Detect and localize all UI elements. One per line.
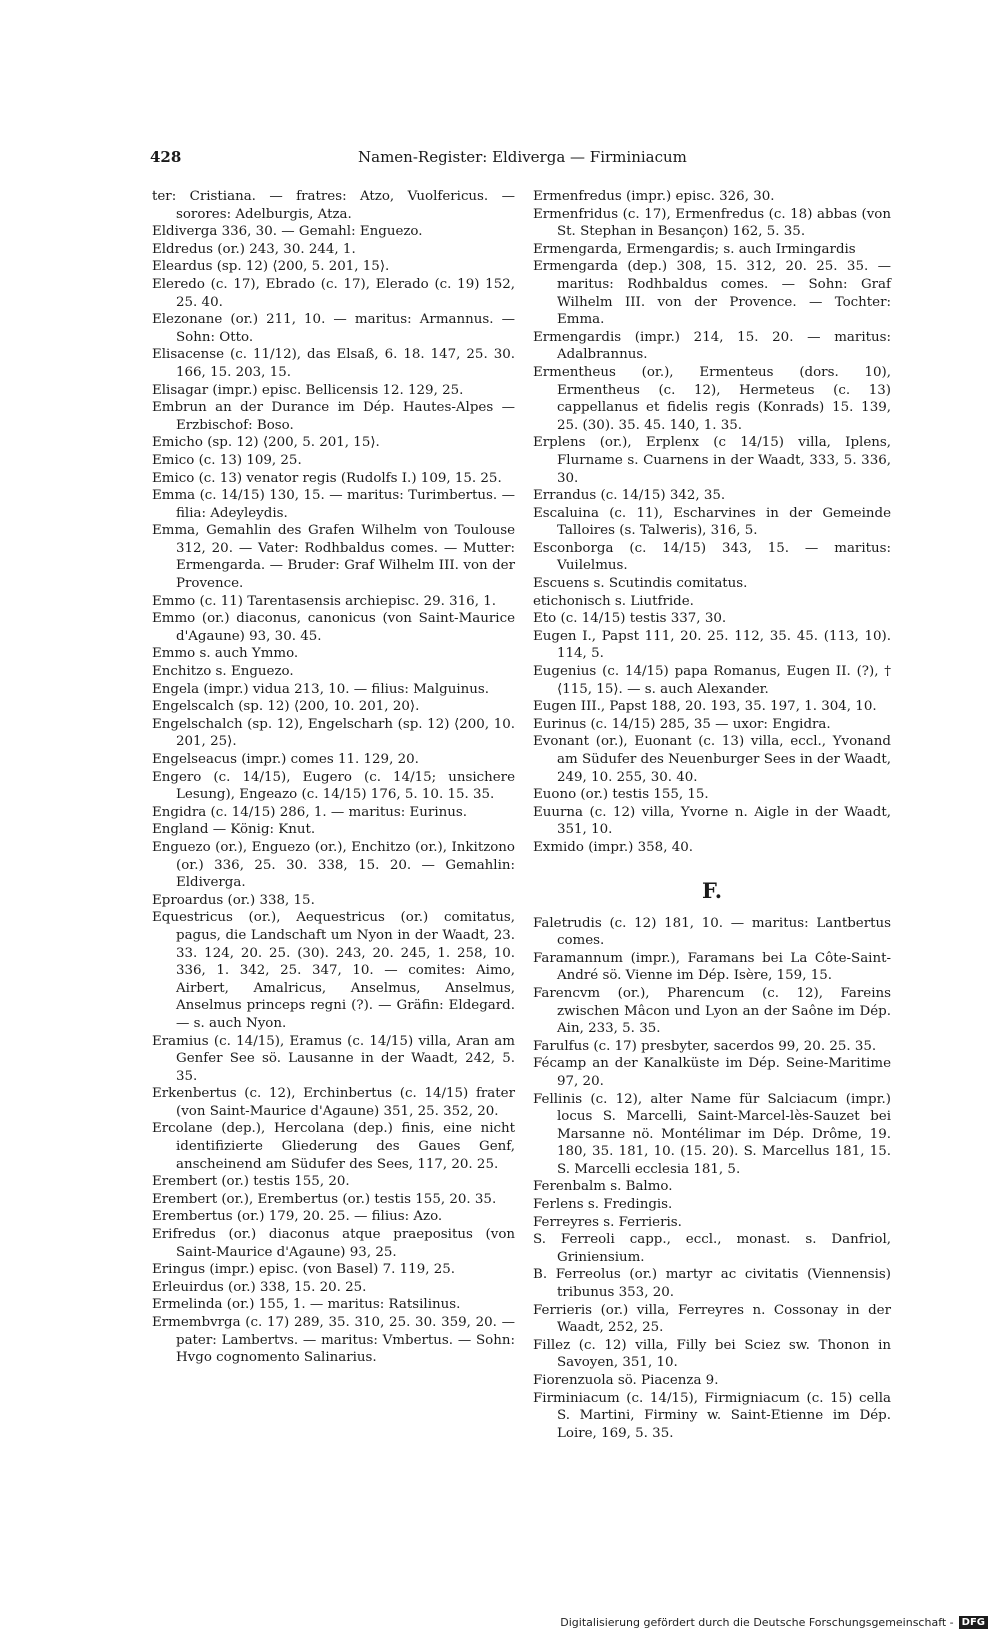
index-entry: Embrun an der Durance im Dép. Hautes-Alpes — Erzbischof: Boso. [152, 400, 515, 433]
index-entry: Equestricus (or.), Aequestricus (or.) comitatus, pagus, die Landschaft um Nyon in der Waadt, 23. 33. 124, 20. 25. (30). 243, 20. 245, 1. 258, 10. 336, 1. 342, 25. 347, 10. — comites: Aimo, Airbert, Amalricus, Anselmus, Anselmus, Anselmus princeps regni (?). — Gräfin: Eldegard. — s. auch Nyon. [152, 910, 515, 1031]
index-entry: Ermenfredus (impr.) episc. 326, 30. [533, 189, 775, 204]
index-entry: Ermembvrga (c. 17) 289, 35. 310, 25. 30. 359, 20. — pater: Lambertvs. — maritus: Vmbertus. — Sohn: Hvgo cognomento Salinarius. [152, 1315, 515, 1366]
index-entry: Emico (c. 13) venator regis (Rudolfs I.) 109, 15. 25. [152, 470, 502, 486]
index-entry: Eurinus (c. 14/15) 285, 35 — uxor: Engidra. [533, 716, 831, 732]
index-entry: Engela (impr.) vidua 213, 10. — filius: Malguinus. [152, 681, 490, 697]
running-title: Namen-Register: Eldiverga — Firminiacum [358, 148, 687, 166]
index-entry: Engelseacus (impr.) comes 11. 129, 20. [152, 752, 419, 767]
index-entry: Engelscalch (sp. 12) ⟨200, 10. 201, 20⟩. [152, 699, 420, 715]
index-entry: Evonant (or.), Euonant (c. 13) villa, eccl., Yvonand am Südufer des Neuenburger Sees in der Waadt, 249, 10. 255, 30. 40. [533, 734, 891, 785]
index-entry: Engelschalch (sp. 12), Engelscharh (sp. 12) ⟨200, 10. 201, 25⟩. [152, 716, 515, 750]
index-entry: Erleuirdus (or.) 338, 15. 20. 25. [152, 1279, 367, 1295]
index-entry: Ferlens s. Fredingis. [533, 1197, 673, 1213]
index-entry: Euurna (c. 12) villa, Yvorne n. Aigle in der Waadt, 351, 10. [533, 804, 891, 838]
right-column-e-entries [533, 188, 891, 857]
index-entry: Ferrieris (or.) villa, Ferreyres n. Cossonay in der Waadt, 252, 25. [533, 1302, 891, 1336]
index-entry: Emmo (or.) diaconus, canonicus (von Saint-Maurice d'Agaune) 93, 30. 45. [152, 611, 515, 644]
index-entry: Eugen I., Papst 111, 20. 25. 112, 35. 45. (113, 10). 114, 5. [533, 628, 891, 662]
left-column [152, 188, 515, 1367]
index-entry: Erifredus (or.) diaconus atque praepositus (von Saint-Maurice d'Agaune) 93, 25. [152, 1227, 515, 1260]
page-number: 428 [150, 148, 182, 166]
index-entry: Emmo (c. 11) Tarentasensis archiepisc. 29. 316, 1. [152, 593, 496, 609]
section-letter-f: F. [701, 877, 723, 903]
index-entry: Enchitzo s. Enguezo. [152, 664, 294, 680]
index-entry: Farulfus (c. 17) presbyter, sacerdos 99, 20. 25. 35. [533, 1038, 877, 1054]
index-entry: Ermenfridus (c. 17), Ermenfredus (c. 18) abbas (von St. Stephan in Besançon) 162, 5. 35. [533, 206, 891, 240]
index-entry: Fillez (c. 12) villa, Filly bei Sciez sw. Thonon in Savoyen, 351, 10. [533, 1337, 891, 1371]
index-entry: Erembertus (or.) 179, 20. 25. — filius: Azo. [152, 1209, 443, 1225]
index-entry: Eugenius (c. 14/15) papa Romanus, Eugen II. (?), † ⟨115, 15⟩. — s. auch Alexander. [533, 664, 891, 697]
index-entry: Eugen III., Papst 188, 20. 193, 35. 197, 1. 304, 10. [533, 699, 877, 715]
right-column-f-entries [533, 915, 891, 1443]
index-entry: etichonisch s. Liutfride. [533, 593, 694, 609]
index-entry: Fiorenzuola sö. Piacenza 9. [533, 1373, 719, 1388]
page-header [150, 148, 687, 172]
index-entry: Ermengarda, Ermengardis; s. auch Irmingardis [533, 241, 856, 257]
index-entry: Eldredus (or.) 243, 30. 244, 1. [152, 241, 356, 257]
index-entry: Emmo s. auch Ymmo. [152, 646, 299, 662]
index-entry: Exmido (impr.) 358, 40. [533, 839, 694, 855]
index-entry: Firminiacum (c. 14/15), Firmigniacum (c. 15) cella S. Martini, Firminy w. Saint-Etienne im Dép. Loire, 169, 5. 35. [533, 1390, 891, 1441]
index-entry: Escuens s. Scutindis comitatus. [533, 576, 748, 592]
index-entry: Escaluina (c. 11), Escharvines in der Gemeinde Talloires (s. Talweris), 316, 5. [533, 505, 891, 539]
index-entry: S. Ferreoli capp., eccl., monast. s. Danfriol, Griniensium. [533, 1232, 891, 1265]
index-entry: Faletrudis (c. 12) 181, 10. — maritus: Lantbertus comes. [533, 915, 891, 949]
index-entry: Emma, Gemahlin des Grafen Wilhelm von Toulouse 312, 20. — Vater: Rodhbaldus comes. — Mutter: Ermengarda. — Bruder: Graf Wilhelm III. von der Provence. [152, 523, 515, 592]
index-entry: Elezonane (or.) 211, 10. — maritus: Armannus. — Sohn: Otto. [152, 312, 515, 345]
index-entry: Engero (c. 14/15), Eugero (c. 14/15; unsichere Lesung), Engeazo (c. 14/15) 176, 5. 10. 15. 35. [152, 769, 515, 803]
index-entry: Engidra (c. 14/15) 286, 1. — maritus: Eurinus. [152, 804, 467, 820]
index-entry: Elisagar (impr.) episc. Bellicensis 12. 129, 25. [152, 382, 464, 398]
index-entry: Faramannum (impr.), Faramans bei La Côte-Saint-André sö. Vienne im Dép. Isère, 159, 15. [533, 950, 891, 984]
index-entry: Euono (or.) testis 155, 15. [533, 787, 709, 803]
index-entry: Erembert (or.), Erembertus (or.) testis 155, 20. 35. [152, 1191, 497, 1207]
index-entry: ter: Cristiana. — fratres: Atzo, Vuolfericus. — sorores: Adelburgis, Atza. [152, 189, 515, 222]
index-entry: Eleredo (c. 17), Ebrado (c. 17), Elerado (c. 19) 152, 25. 40. [152, 276, 515, 310]
index-entry: Erembert (or.) testis 155, 20. [152, 1174, 350, 1190]
index-entry: Ercolane (dep.), Hercolana (dep.) finis, eine nicht identifizierte Gliederung des Gaues Genf, anscheinend am Südufer des Sees, 117, 20. 25. [152, 1121, 515, 1172]
index-entry: Ermengardis (impr.) 214, 15. 20. — maritus: Adalbrannus. [533, 329, 891, 363]
index-entry: Ferenbalm s. Balmo. [533, 1179, 673, 1195]
index-entry: Ermentheus (or.), Ermenteus (dors. 10), Ermentheus (c. 12), Hermeteus (c. 13) cappellanus et fidelis regis (Konrads) 15. 139, 25. (30). 35. 45. 140, 1. 35. [533, 364, 891, 433]
index-entry: Erplens (or.), Erplenx (c 14/15) villa, Iplens, Flurname s. Cuarnens in der Waadt, 333, 5. 336, 30. [533, 435, 891, 486]
index-entry: Fellinis (c. 12), alter Name für Salciacum (impr.) locus S. Marcelli, Saint-Marcel-lès-Sauzet bei Marsanne nö. Montélimar im Dép. Drôme, 19. 180, 35. 181, 10. (15. 20). S. Marcellus 181, 15. S. Marcelli ecclesia 181, 5. [533, 1091, 891, 1177]
index-entry: Errandus (c. 14/15) 342, 35. [533, 488, 726, 504]
index-entry: Ermengarda (dep.) 308, 15. 312, 20. 25. 35. — maritus: Rodhbaldus comes. — Sohn: Graf Wilhelm III. von der Provence. — Tochter: Emma. [533, 259, 891, 328]
index-entry: Esconborga (c. 14/15) 343, 15. — maritus: Vuilelmus. [533, 540, 891, 574]
index-entry: Farencvm (or.), Pharencum (c. 12), Fareins zwischen Mâcon und Lyon an der Saône im Dép. Ain, 233, 5. 35. [533, 985, 891, 1037]
index-entry: Eldiverga 336, 30. — Gemahl: Enguezo. [152, 224, 423, 240]
index-entry: Erkenbertus (c. 12), Erchinbertus (c. 14/15) frater (von Saint-Maurice d'Agaune) 351, 25. 352, 20. [152, 1086, 515, 1119]
index-entry: Eto (c. 14/15) testis 337, 30. [533, 611, 727, 627]
index-entry: England — König: Knut. [152, 822, 316, 838]
index-entry: B. Ferreolus (or.) martyr ac civitatis (Viennensis) tribunus 353, 20. [533, 1267, 891, 1301]
index-entry: Eproardus (or.) 338, 15. [152, 892, 315, 908]
index-entry: Fécamp an der Kanalküste im Dép. Seine-Maritime 97, 20. [533, 1056, 891, 1089]
index-entry: Emico (c. 13) 109, 25. [152, 452, 302, 468]
footer-text: Digitalisierung gefördert durch die Deutsche Forschungsgemeinschaft - [560, 1616, 954, 1629]
index-entry: Elisacense (c. 11/12), das Elsaß, 6. 18. 147, 25. 30. 166, 15. 203, 15. [152, 347, 515, 380]
right-column [533, 188, 891, 1442]
index-entry: Eringus (impr.) episc. (von Basel) 7. 119, 25. [152, 1262, 456, 1278]
index-entry: Emma (c. 14/15) 130, 15. — maritus: Turimbertus. — filia: Adeyleydis. [152, 488, 515, 521]
dfg-logo: DFG [959, 1616, 988, 1629]
index-entry: Ermelinda (or.) 155, 1. — maritus: Ratsilinus. [152, 1297, 461, 1313]
index-entry: Eleardus (sp. 12) ⟨200, 5. 201, 15⟩. [152, 259, 390, 275]
index-entry: Eramius (c. 14/15), Eramus (c. 14/15) villa, Aran am Genfer See sö. Lausanne in der Waadt, 242, 5. 35. [152, 1033, 515, 1084]
footer-credit [560, 1616, 988, 1629]
index-entry: Ferreyres s. Ferrieris. [533, 1214, 682, 1230]
index-entry: Enguezo (or.), Enguezo (or.), Enchitzo (or.), Inkitzono (or.) 336, 25. 30. 338, 15. 20. — Gemahlin: Eldiverga. [152, 839, 515, 891]
index-entry: Emicho (sp. 12) ⟨200, 5. 201, 15⟩. [152, 435, 380, 451]
